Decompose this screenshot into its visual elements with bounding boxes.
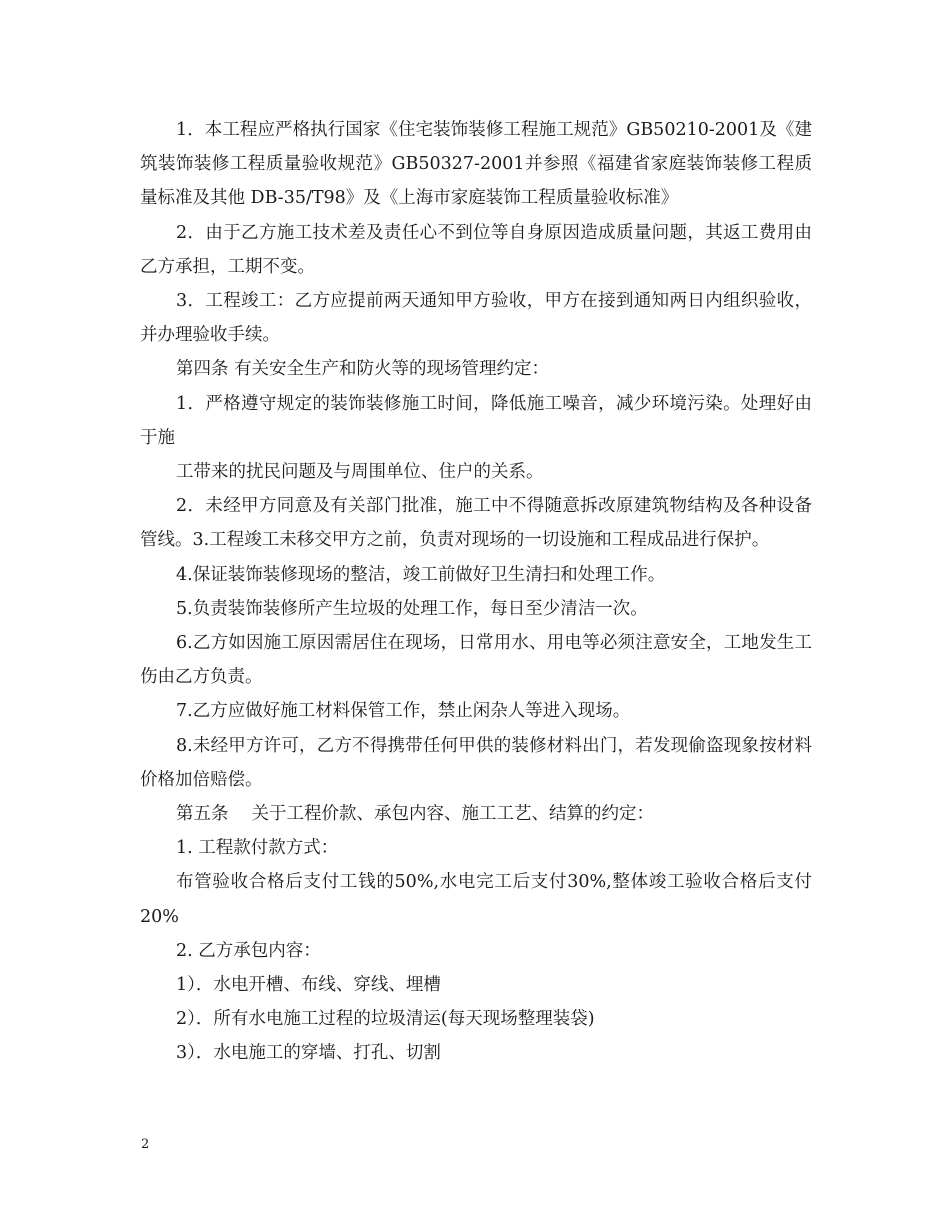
paragraph-site-cleanliness: 4.保证装饰装修现场的整洁，竣工前做好卫生清扫和处理工作。 (176, 564, 666, 585)
list-item-wiring: 1）．水电开槽、布线、穿线、埋槽 (176, 975, 441, 996)
page-number: 2 (141, 1137, 150, 1152)
document-body (140, 113, 812, 1071)
paragraph-on-site-safety: 6.乙方如因施工原因需居住在现场，日常用水、用电等必须注意安全，工地发生工伤由乙方负责。 (140, 633, 812, 688)
paragraph-payment-method-heading: 1. 工程款付款方式： (176, 838, 339, 859)
article-five-heading: 第五条 关于工程价款、承包内容、施工工艺、结算的约定： (176, 804, 655, 825)
paragraph-construction-time: 1．严格遵守规定的装饰装修施工时间，降低施工噪音，减少环境污染。处理好由于施 (140, 393, 812, 448)
paragraph-material-theft: 8.未经甲方许可，乙方不得携带任何甲供的装修材料出门，若发现偷盗现象按材料价格加倍赔偿。 (140, 735, 812, 790)
paragraph-garbage-handling: 5.负责装饰装修所产生垃圾的处理工作，每日至少清洁一次。 (176, 598, 648, 619)
paragraph-payment-schedule: 布管验收合格后支付工钱的50%,水电完工后支付30%,整体竣工验收合格后支付20% (140, 872, 812, 927)
paragraph-contract-scope-heading: 2. 乙方承包内容： (176, 940, 321, 961)
list-item-debris-removal: 2）．所有水电施工过程的垃圾清运(每天现场整理装袋) (176, 1009, 595, 1030)
paragraph-material-storage: 7.乙方应做好施工材料保管工作，禁止闲杂人等进入现场。 (176, 701, 631, 722)
paragraph-rework-cost: 2．由于乙方施工技术差及责任心不到位等自身原因造成质量问题，其返工费用由乙方承担，工期不变。 (140, 222, 812, 277)
paragraph-quality-standard: 1．本工程应严格执行国家《住宅装饰装修工程施工规范》GB50210-2001及《建筑装饰装修工程质量验收规范》GB50327-2001并参照《福建省家庭装饰装修工程质量标准及其他 DB-35/T98》及《上海市家庭装饰工程质量验收标准》 (140, 120, 812, 209)
paragraph-completion-acceptance: 3．工程竣工：乙方应提前两天通知甲方验收，甲方在接到通知两日内组织验收，并办理验收手续。 (140, 291, 812, 346)
article-four-heading: 第四条 有关安全生产和防火等的现场管理约定： (176, 359, 550, 380)
paragraph-structure-protection: 2．未经甲方同意及有关部门批准，施工中不得随意拆改原建筑物结构及各种设备管线。3.工程竣工未移交甲方之前，负责对现场的一切设施和工程成品进行保护。 (140, 496, 812, 551)
list-item-drilling-cutting: 3）．水电施工的穿墙、打孔、切割 (176, 1043, 441, 1064)
paragraph-neighbor-relations: 工带来的扰民问题及与周围单位、住户的关系。 (176, 462, 544, 483)
